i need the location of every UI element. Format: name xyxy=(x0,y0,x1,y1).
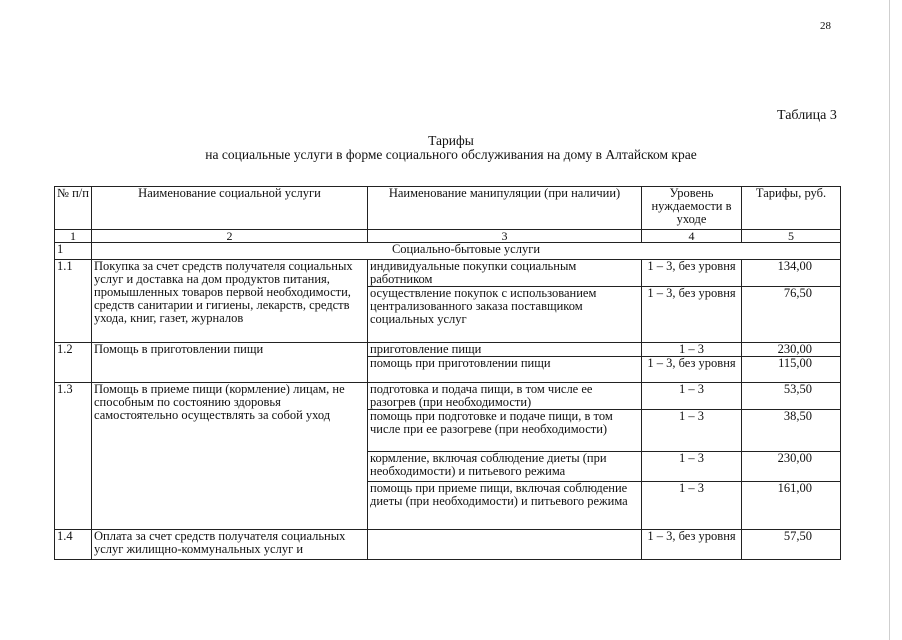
table-header-row xyxy=(55,187,841,230)
header-manipulation: Наименование манипуляции (при наличии) xyxy=(368,187,642,230)
care-level: 1 – 3 xyxy=(642,343,742,357)
tariff-value: 38,50 xyxy=(742,410,841,452)
column-number: 1 xyxy=(55,230,92,243)
row-num: 1.4 xyxy=(55,530,92,560)
table-row xyxy=(55,343,841,357)
tariff-value: 230,00 xyxy=(742,452,841,482)
document-subtitle: на социальные услуги в форме социального обслуживания на дому в Алтайском крае xyxy=(205,147,697,162)
care-level: 1 – 3, без уровня xyxy=(642,530,742,560)
tariff-value: 230,00 xyxy=(742,343,841,357)
tariff-value: 53,50 xyxy=(742,383,841,410)
service-name: Оплата за счет средств получателя социальных услуг жилищно-коммунальных услуг и xyxy=(92,530,368,560)
manipulation-name: индивидуальные покупки социальным работником xyxy=(368,260,642,287)
page-edge-line xyxy=(889,0,890,640)
manipulation-name: помощь при приеме пищи, включая соблюдение диеты (при необходимости) и питьевого режима xyxy=(368,482,642,530)
tariff-value: 76,50 xyxy=(742,287,841,343)
manipulation-name: кормление, включая соблюдение диеты (при необходимости) и питьевого режима xyxy=(368,452,642,482)
row-num: 1.2 xyxy=(55,343,92,383)
table-row xyxy=(55,260,841,287)
care-level: 1 – 3, без уровня xyxy=(642,357,742,383)
manipulation-name xyxy=(368,530,642,560)
manipulation-name: приготовление пищи xyxy=(368,343,642,357)
care-level: 1 – 3, без уровня xyxy=(642,287,742,343)
column-number: 3 xyxy=(368,230,642,243)
table-row xyxy=(55,530,841,560)
care-level: 1 – 3 xyxy=(642,410,742,452)
tariff-value: 57,50 xyxy=(742,530,841,560)
tariff-value: 115,00 xyxy=(742,357,841,383)
row-num: 1.1 xyxy=(55,260,92,343)
care-level: 1 – 3, без уровня xyxy=(642,260,742,287)
column-number: 5 xyxy=(742,230,841,243)
section-num: 1 xyxy=(55,243,92,260)
header-num: № п/п xyxy=(55,187,92,230)
header-level: Уровень нуждаемости в уходе xyxy=(642,187,742,230)
header-service: Наименование социальной услуги xyxy=(92,187,368,230)
column-number: 2 xyxy=(92,230,368,243)
tariff-value: 161,00 xyxy=(742,482,841,530)
document-title: Тарифы xyxy=(428,133,474,148)
column-number-row xyxy=(55,230,841,243)
manipulation-name: осуществление покупок с использованием централизованного заказа поставщиком социальных услуг xyxy=(368,287,642,343)
manipulation-name: помощь при приготовлении пищи xyxy=(368,357,642,383)
service-name: Покупка за счет средств получателя социальных услуг и доставка на дом продуктов питания, промышленных товаров первой необходимости, средств санитарии и гигиены, лекарств, средств ухода, книг, газет, журналов xyxy=(92,260,368,343)
service-name: Помощь в приеме пищи (кормление) лицам, не способным по состоянию здоровья самостоятельно осуществлять за собой уход xyxy=(92,383,368,530)
manipulation-name: подготовка и подача пищи, в том числе ее разогрев (при необходимости) xyxy=(368,383,642,410)
table-label: Таблица 3 xyxy=(777,108,837,123)
section-title: Социально-бытовые услуги xyxy=(92,243,841,260)
tariffs-table xyxy=(54,186,841,560)
care-level: 1 – 3 xyxy=(642,452,742,482)
care-level: 1 – 3 xyxy=(642,383,742,410)
table-row xyxy=(55,383,841,410)
column-number: 4 xyxy=(642,230,742,243)
header-tariff: Тарифы, руб. xyxy=(742,187,841,230)
page-number: 28 xyxy=(820,20,831,32)
care-level: 1 – 3 xyxy=(642,482,742,530)
manipulation-name: помощь при подготовке и подаче пищи, в том числе при ее разогреве (при необходимости) xyxy=(368,410,642,452)
service-name: Помощь в приготовлении пищи xyxy=(92,343,368,383)
section-row xyxy=(55,243,841,260)
tariff-value: 134,00 xyxy=(742,260,841,287)
row-num: 1.3 xyxy=(55,383,92,530)
